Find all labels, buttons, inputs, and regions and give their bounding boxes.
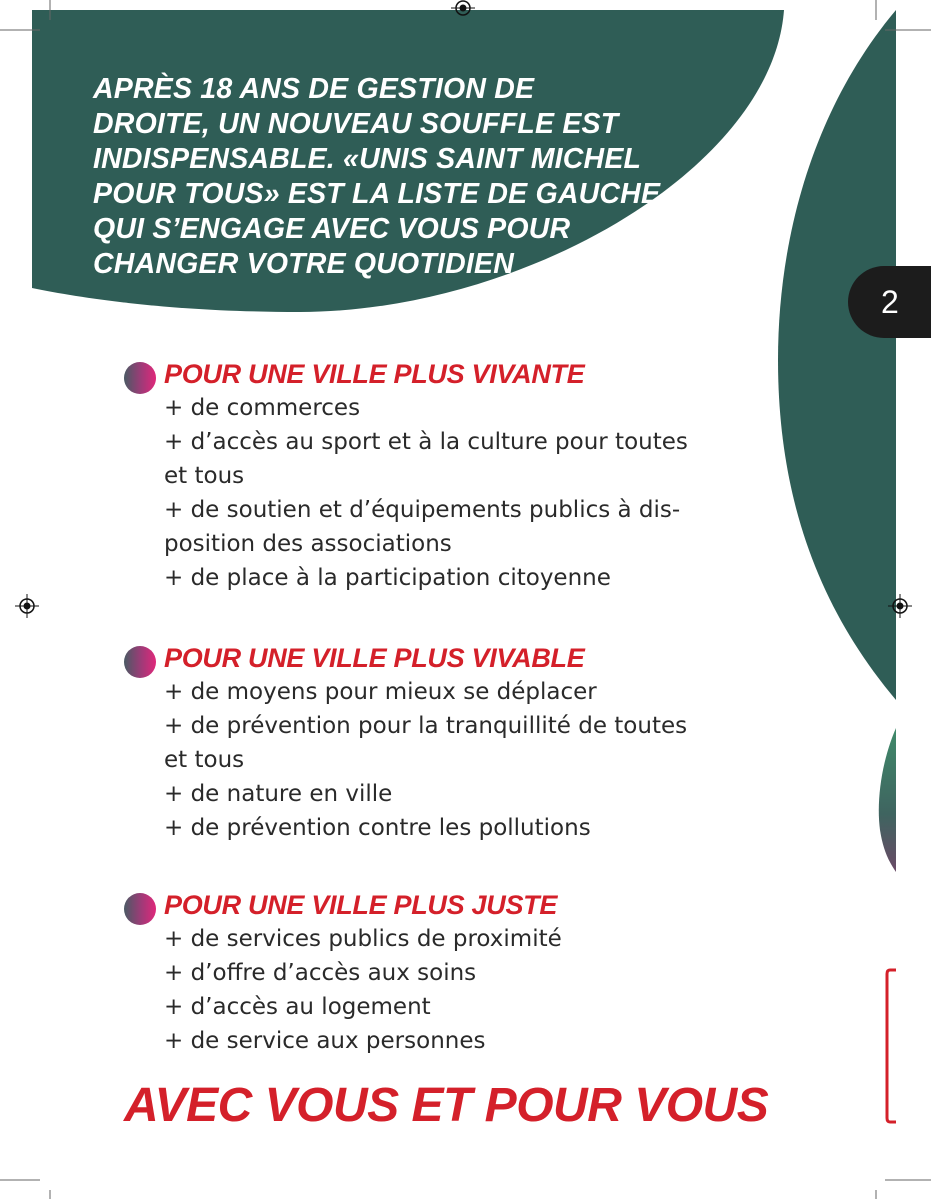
list-item xyxy=(164,425,764,493)
list-item xyxy=(164,493,764,561)
section-vivable xyxy=(124,641,764,845)
section-juste xyxy=(124,888,764,1058)
list-item xyxy=(164,922,764,956)
headline-line: DROITE, UN NOUVEAU SOUFFLE EST xyxy=(93,108,619,140)
registration-mark-left xyxy=(15,594,39,618)
section-header xyxy=(124,888,764,922)
section-header xyxy=(124,641,764,675)
list-item xyxy=(164,709,764,777)
right-sliver-shape xyxy=(879,728,896,872)
item-text: position des associations xyxy=(164,531,452,557)
section-title: POUR UNE VILLE PLUS VIVANTE xyxy=(164,359,585,389)
list-item xyxy=(164,956,764,990)
item-text: + de services publics de proximité xyxy=(164,926,562,952)
section-title: POUR UNE VILLE PLUS VIVABLE xyxy=(164,643,585,673)
list-item xyxy=(164,561,764,595)
item-list xyxy=(124,675,764,845)
headline-line: QUI S’ENGAGE AVEC VOUS POUR xyxy=(93,213,571,245)
section-vivante xyxy=(124,357,764,595)
item-text: + de place à la participation citoyenne xyxy=(164,565,611,591)
item-text: + de nature en ville xyxy=(164,781,393,807)
item-list xyxy=(124,391,764,595)
right-arc-shape xyxy=(778,10,896,700)
item-text: + de prévention pour la tranquillité de toutes xyxy=(164,713,688,739)
item-text: + de commerces xyxy=(164,395,361,421)
item-text: + de service aux personnes xyxy=(164,1028,486,1054)
list-item xyxy=(164,1024,764,1058)
item-text: et tous xyxy=(164,463,245,489)
list-item xyxy=(164,990,764,1024)
item-text: + d’offre d’accès aux soins xyxy=(164,960,477,986)
item-text: + de soutien et d’équipements publics à dis- xyxy=(164,497,681,523)
list-item xyxy=(164,391,764,425)
list-item xyxy=(164,777,764,811)
red-bracket-shape xyxy=(887,970,896,1122)
section-header xyxy=(124,357,764,391)
item-text: et tous xyxy=(164,747,245,773)
page-number-tab xyxy=(848,266,931,338)
headline-line: CHANGER VOTRE QUOTIDIEN xyxy=(93,248,515,280)
gradient-bullet-icon xyxy=(124,646,156,678)
section-title: POUR UNE VILLE PLUS JUSTE xyxy=(164,890,558,920)
list-item xyxy=(164,811,764,845)
item-text: + de prévention contre les pollutions xyxy=(164,815,591,841)
item-list xyxy=(124,922,764,1058)
gradient-bullet-icon xyxy=(124,893,156,925)
headline-line: INDISPENSABLE. «UNIS SAINT MICHEL xyxy=(93,143,642,175)
headline xyxy=(93,72,733,282)
list-item xyxy=(164,675,764,709)
page-number: 2 xyxy=(881,284,899,320)
item-text: + de moyens pour mieux se déplacer xyxy=(164,679,597,705)
item-text: + d’accès au sport et à la culture pour toutes xyxy=(164,429,688,455)
headline-line: POUR TOUS» EST LA LISTE DE GAUCHE xyxy=(93,178,661,210)
item-text: + d’accès au logement xyxy=(164,994,431,1020)
headline-line: APRÈS 18 ANS DE GESTION DE xyxy=(93,73,535,105)
slogan: AVEC VOUS ET POUR VOUS xyxy=(124,1079,769,1132)
gradient-bullet-icon xyxy=(124,362,156,394)
